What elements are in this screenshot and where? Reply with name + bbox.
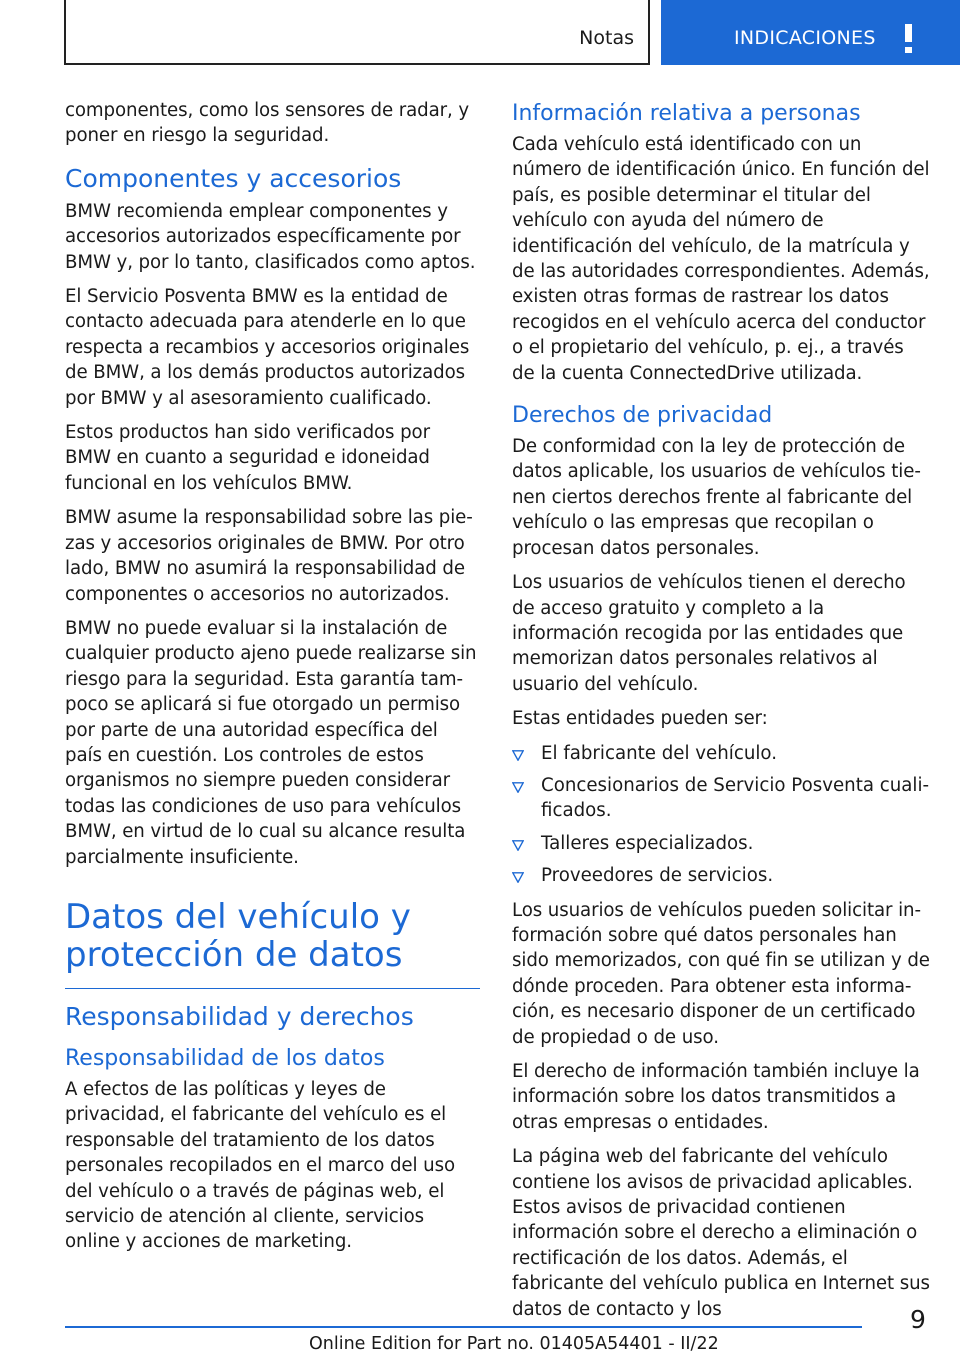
triangle-bullet-icon bbox=[512, 750, 524, 761]
list-item: El fabricante del vehículo. bbox=[512, 741, 930, 766]
paragraph: BMW asume la responsabilidad sobre las piezas y accesorios originales de BMW. Por otro lado, BMW no asumirá la responsabilidad de componentes o accesorios no autorizados. bbox=[65, 507, 473, 605]
paragraph: Estas entidades pueden ser: bbox=[512, 708, 768, 730]
paragraph: Los usuarios de vehículos pueden solicitar información sobre qué datos personales han sido memorizados, con qué fin se utilizan y de dónde proceden. Para obtener esta información, es necesario disponer de un certificado de propiedad o de uso. bbox=[512, 899, 930, 1048]
footer-divider bbox=[65, 1326, 862, 1328]
paragraph: La página web del fabricante del vehículo contiene los avisos de privacidad aplicables. Estos avisos de privacidad contienen información sobre el derecho a eliminación o rectificación de los datos. Además, el fabricante del vehículo publica en Internet sus datos de contacto y los bbox=[512, 1146, 930, 1320]
page-number: 9 bbox=[910, 1305, 926, 1334]
subheading-informacion-personas: Información relativa a personas bbox=[512, 101, 861, 126]
chapter-heading-datos: Datos del vehículo y protección de datos bbox=[65, 898, 480, 989]
paragraph: El Servicio Posventa BMW es la entidad de contacto adecuada para atenderle en lo que respecta a recambios y accesorios originales de BMW, a los demás productos autorizados por BMW y al asesoramiento cualificado. bbox=[65, 286, 470, 409]
paragraph: Cada vehículo está identificado con un número de identificación único. En función del país, es posible determinar el titular del vehículo con ayuda del número de identificación del vehículo, de la matrícula y de las autoridades correspondientes. Además, existen otras formas de rastrear los datos recogidos en el vehículo acerca del conductor o el propietario del vehículo, p. ej., a través de la cuenta ConnectedDrive utilizada. bbox=[512, 134, 930, 384]
subheading-responsabilidad-datos: Responsabilidad de los datos bbox=[65, 1045, 385, 1071]
triangle-bullet-icon bbox=[512, 872, 524, 883]
entity-list bbox=[512, 741, 930, 889]
header-chapter-label: INDICACIONES bbox=[734, 27, 876, 49]
paragraph: A efectos de las políticas y leyes de privacidad, el fabricante del vehículo es el responsable del tratamiento de los datos personales recopilados en el marco del uso del vehículo o a través de páginas web, el servicio de atención al cliente, servicios online y acciones de marketing. bbox=[65, 1078, 455, 1253]
triangle-bullet-icon bbox=[512, 840, 524, 851]
paragraph: Estos productos han sido verificados por BMW en cuanto a seguridad e idoneidad funcional en los vehículos BMW. bbox=[65, 422, 430, 494]
right-column bbox=[512, 98, 930, 1331]
paragraph-intro: componentes, como los sensores de radar, y poner en riesgo la seguridad. bbox=[65, 100, 470, 147]
paragraph: BMW recomienda emplear componentes y accesorios autorizados específicamente por BMW y, por lo tanto, clasificados como aptos. bbox=[65, 200, 476, 273]
list-item: Talleres especializados. bbox=[512, 831, 930, 856]
list-item: Concesionarios de Servicio Posventa cualificados. bbox=[512, 773, 930, 824]
header-section-label: Notas bbox=[579, 27, 634, 49]
footer-edition: Online Edition for Part no. 01405A54401 - II/22 bbox=[309, 1334, 719, 1354]
header-section-box bbox=[64, 0, 650, 65]
header-chapter-box bbox=[661, 0, 960, 65]
paragraph: De conformidad con la ley de protección de datos aplicable, los usuarios de vehículos tienen ciertos derechos frente al fabricante del vehículo o las empresas que recopilan o procesan datos personales. bbox=[512, 436, 921, 559]
paragraph: Los usuarios de vehículos tienen el derecho de acceso gratuito y completo a la información recogida por las entidades que memorizan datos personales relativos al usuario del vehículo. bbox=[512, 572, 906, 695]
heading-responsabilidad: Responsabilidad y derechos bbox=[65, 1001, 414, 1031]
triangle-bullet-icon bbox=[512, 782, 524, 793]
subheading-derechos-privacidad: Derechos de privacidad bbox=[512, 403, 773, 429]
heading-componentes: Componentes y accesorios bbox=[65, 163, 402, 193]
paragraph: El derecho de información también incluye la información sobre los datos transmitidos a otras empresas o entidades. bbox=[512, 1061, 920, 1133]
list-item: Proveedores de servicios. bbox=[512, 863, 930, 888]
paragraph: BMW no puede evaluar si la instalación de cualquier producto ajeno puede realizarse sin riesgo para la seguridad. Esta garantía tampoco se aplicará si fue otorgado un permiso por parte de una autoridad específica del país en cuestión. Los controles de estos organismos no siempre pueden considerar todas las condiciones de uso para vehículos BMW, en virtud de lo cual su alcance resulta parcialmente insuficiente. bbox=[65, 617, 477, 868]
page-header bbox=[0, 0, 960, 66]
exclamation-icon bbox=[902, 24, 914, 54]
left-column bbox=[65, 98, 480, 1264]
